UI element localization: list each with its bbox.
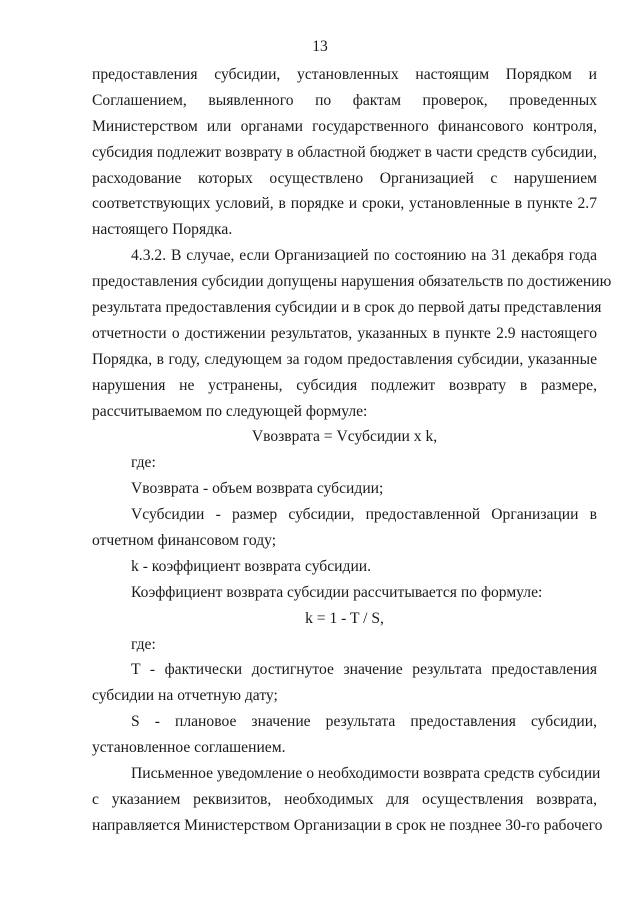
text-line: расходование которых осуществлено Организацией с нарушением [92, 169, 597, 187]
text-line: нарушения не устранены, субсидия подлежит возврату в размере, [92, 376, 597, 394]
where-label: где: [131, 635, 156, 653]
text-line: Соглашением, выявленного по фактам проверок, проведенных [92, 91, 597, 109]
paragraph-start-line: 4.3.2. В случае, если Организацией по состоянию на 31 декабря года [131, 247, 597, 265]
text-line: предоставления субсидии, установленных настоящим Порядком и [92, 66, 597, 83]
text-line: Коэффициент возврата субсидии рассчитывается по формуле: [131, 583, 543, 601]
definition-line: T - фактически достигнутое значение результата предоставления [131, 661, 597, 679]
body-text [92, 62, 612, 839]
text-line: отчетном финансовом году; [92, 532, 277, 550]
definition-line: k - коэффициент возврата субсидии. [131, 557, 372, 575]
page-number: 13 [312, 38, 328, 55]
definition-line: Vвозврата - объем возврата субсидии; [131, 480, 384, 498]
text-line: субсидия подлежит возврату в областной бюджет в части средств субсидии, [92, 143, 597, 161]
definition-line: S - плановое значение результата предоставления субсидии, [131, 713, 597, 731]
text-line: отчетности о достижении результатов, указанных в пункте 2.9 настоящего [92, 324, 597, 342]
text-line: рассчитываемом по следующей формуле: [92, 402, 368, 420]
where-label: где: [131, 454, 156, 472]
formula-return-volume: Vвозврата = Vсубсидии x k, [251, 428, 438, 446]
text-line: настоящего Порядка. [92, 221, 233, 239]
text-line: субсидии на отчетную дату; [92, 687, 278, 705]
text-line: направляется Министерством Организации в срок не позднее 30-го рабочего [92, 816, 603, 834]
formula-coefficient: k = 1 - T / S, [305, 609, 384, 627]
text-line: установленное соглашением. [92, 739, 286, 757]
text-line: Министерством или органами государственного финансового контроля, [92, 117, 597, 135]
text-line: соответствующих условий, в порядке и сроки, установленные в пункте 2.7 [92, 195, 597, 213]
text-line: результата предоставления субсидии и в срок до первой даты представления [92, 299, 602, 317]
text-line: предоставления субсидии допущены нарушения обязательств по достижению [92, 273, 612, 291]
text-line: с указанием реквизитов, необходимых для осуществления возврата, [92, 790, 597, 808]
text-line: Порядка, в году, следующем за годом предоставления субсидии, указанные [92, 350, 597, 368]
paragraph-start-line: Письменное уведомление о необходимости возврата средств субсидии [131, 765, 601, 783]
definition-line: Vсубсидии - размер субсидии, предоставленной Организации в [131, 506, 597, 524]
